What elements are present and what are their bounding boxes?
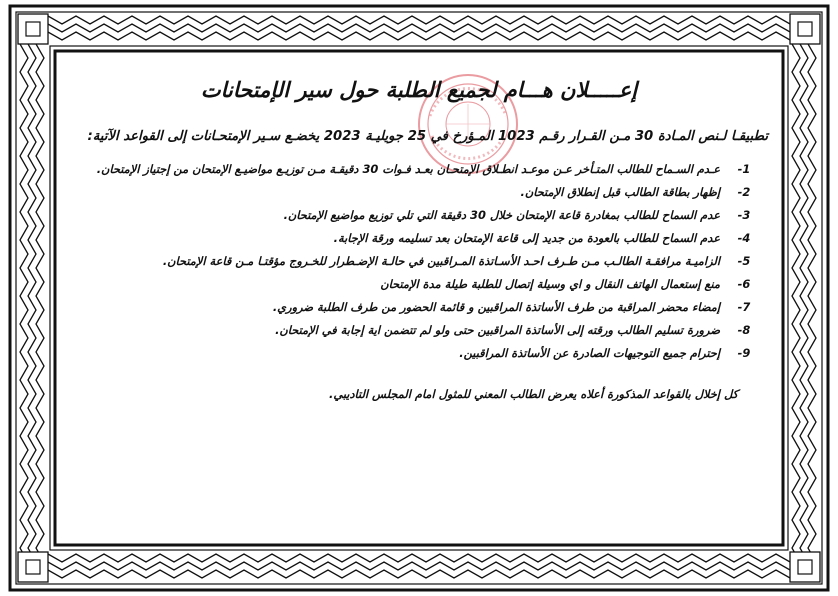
rule-number: -2 bbox=[737, 185, 751, 199]
rule-number: -6 bbox=[737, 277, 751, 291]
rule-item-7 bbox=[70, 300, 768, 316]
border-zigzag bbox=[20, 16, 28, 576]
rule-number: -9 bbox=[737, 346, 751, 360]
rule-number: -4 bbox=[737, 231, 751, 245]
rule-text: عدم السماح للطالب بالعودة من جديد إلى قاعة الإمتحان بعد تسليمه ورقة الإجابة. bbox=[333, 231, 720, 245]
rules-list bbox=[70, 162, 768, 362]
border-zigzag bbox=[28, 16, 36, 576]
notice-content bbox=[70, 68, 768, 536]
border-zigzag bbox=[20, 554, 818, 562]
border-zigzag bbox=[20, 32, 818, 40]
border-corner bbox=[790, 14, 820, 44]
rule-item-2 bbox=[70, 185, 768, 201]
border-zigzag bbox=[792, 16, 800, 576]
notice-title: إعـــــلان هـــام لجميع الطلبة حول سير الإمتحانات bbox=[200, 78, 638, 102]
rule-number: -3 bbox=[737, 208, 751, 222]
rule-number: -8 bbox=[737, 323, 751, 337]
rule-item-4 bbox=[70, 231, 768, 247]
rule-item-8 bbox=[70, 323, 768, 339]
rule-text: ضرورة تسليم الطالب ورقته إلى الأساتذة المراقبين حتى ولو لم تتضمن اية إجابة في الإمتحان. bbox=[275, 323, 720, 337]
border-zigzag bbox=[20, 16, 818, 24]
rule-number: -5 bbox=[737, 254, 751, 268]
notice-intro: تطبيقـا لـنص المـادة 30 مـن القـرار رقـم 1023 المـؤرخ في 25 جويليـة 2023 يخضـع سـير الإمتحـانات إلى القواعد الآتية: bbox=[87, 129, 768, 144]
notice-footer: كل إخلال بالقواعد المذكورة أعلاه يعرض الطالب المعني للمثول امام المجلس التاديبي. bbox=[329, 386, 738, 401]
rule-text: عـدم السـماح للطالب المتـأخر عـن موعـد انطـلاق الإمتحـان بعـد فـوات 30 دقيقـة مـن توزيـع مواضيـع الإمتحان من إجتياز الإمتحان. bbox=[96, 162, 720, 176]
rule-text: إمضاء محضر المراقبة من طرف الأساتذة المراقبين و قائمة الحضور من طرف الطلبة ضروري. bbox=[272, 300, 720, 314]
border-corner bbox=[790, 552, 820, 582]
border-zigzag bbox=[800, 16, 808, 576]
border-zigzag bbox=[20, 24, 818, 32]
rule-text: إحترام جميع التوجيهات الصادرة عن الأساتذة المراقبين. bbox=[459, 346, 720, 360]
border-corner bbox=[18, 14, 48, 44]
rule-text: منع إستعمال الهاتف النقال و اي وسيلة إتصال للطلبة طيلة مدة الإمتحان bbox=[380, 277, 720, 291]
rule-text: إظهار بطاقة الطالب قبل إنطلاق الإمتحان. bbox=[520, 185, 720, 199]
rule-item-5 bbox=[70, 254, 768, 270]
border-zigzag bbox=[808, 16, 816, 576]
rule-item-9 bbox=[70, 346, 768, 362]
rule-item-1 bbox=[70, 162, 768, 178]
rule-text: عدم السماح للطالب بمغادرة قاعة الإمتحان خلال 30 دقيقة التي تلي توزيع مواضيع الإمتحان. bbox=[283, 208, 720, 222]
border-corner bbox=[18, 552, 48, 582]
border-zigzag bbox=[20, 570, 818, 578]
rule-item-6 bbox=[70, 277, 768, 293]
rule-number: -7 bbox=[737, 300, 751, 314]
border-zigzag bbox=[20, 562, 818, 570]
rule-text: الزاميـة مرافقـة الطالـب مـن طـرف احـد الأسـاتذة المـراقبين في حالـة الإضـطرار للخـروج مؤقتـا مـن قاعة الإمتحان. bbox=[162, 254, 720, 268]
rule-item-3 bbox=[70, 208, 768, 224]
rule-number: -1 bbox=[737, 162, 751, 176]
border-zigzag bbox=[36, 16, 44, 576]
